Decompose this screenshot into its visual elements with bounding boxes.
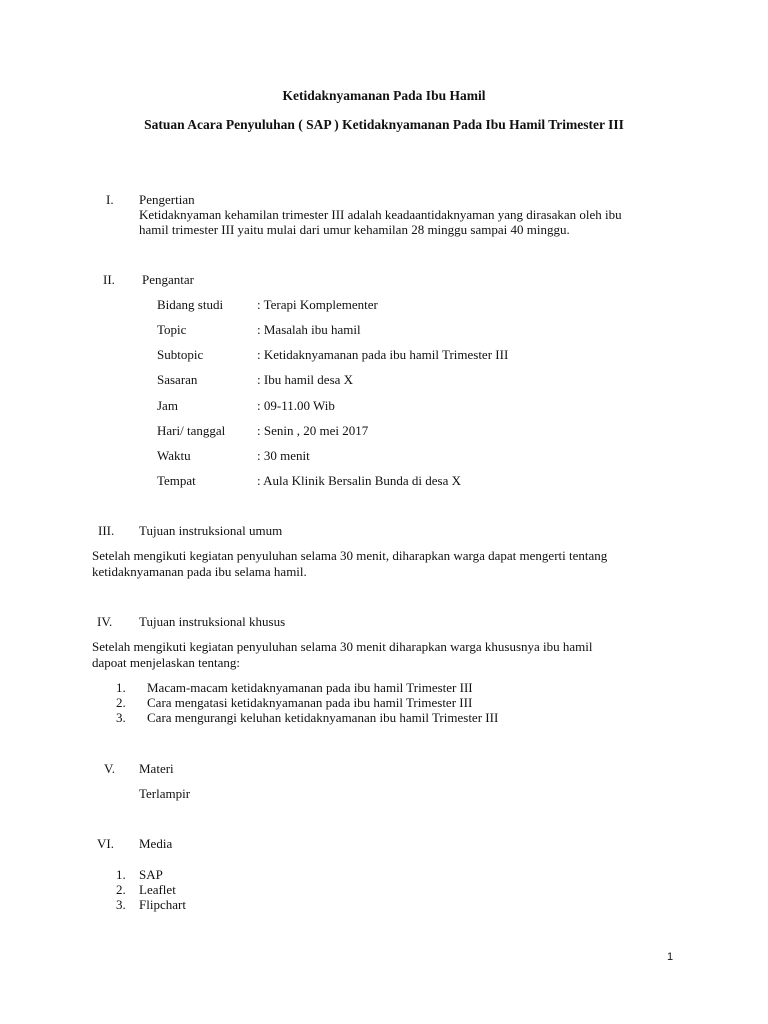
media-item-1-text: SAP xyxy=(139,867,163,882)
section-5-body: Terlampir xyxy=(139,786,191,801)
section-6-numeral: VI. xyxy=(97,836,114,851)
section-1-body-line-1: Ketidaknyaman kehamilan trimester III adalah keadaantidaknyaman yang dirasakan oleh ibu xyxy=(139,207,622,222)
section-3-heading: Tujuan instruksional umum xyxy=(139,523,283,538)
pengantar-value-tempat: : Aula Klinik Bersalin Bunda di desa X xyxy=(257,473,462,488)
khusus-item-2-number: 2. xyxy=(116,695,126,710)
pengantar-value-sasaran: : Ibu hamil desa X xyxy=(257,372,354,387)
section-4-heading: Tujuan instruksional khusus xyxy=(139,614,286,629)
page-number: 1 xyxy=(667,951,674,963)
media-item-3-text: Flipchart xyxy=(139,897,186,912)
khusus-item-3-number: 3. xyxy=(116,710,126,725)
pengantar-label-sasaran: Sasaran xyxy=(157,372,198,387)
section-5-heading: Materi xyxy=(139,761,174,776)
section-4-numeral: IV. xyxy=(97,614,113,629)
section-6-heading: Media xyxy=(139,836,173,851)
section-1-heading: Pengertian xyxy=(139,192,195,207)
pengantar-value-subtopic: : Ketidaknyamanan pada ibu hamil Trimester III xyxy=(257,347,509,362)
khusus-item-3-text: Cara mengurangi keluhan ketidaknyamanan ibu hamil Trimester III xyxy=(147,710,499,725)
khusus-item-1-number: 1. xyxy=(116,680,126,695)
document-title: Ketidaknyamanan Pada Ibu Hamil xyxy=(282,88,486,103)
section-2-numeral: II. xyxy=(103,272,115,287)
section-1-body-line-2: hamil trimester III yaitu mulai dari umur kehamilan 28 minggu sampai 40 minggu. xyxy=(139,222,570,237)
section-4-body-line-1: Setelah mengikuti kegiatan penyuluhan selama 30 menit diharapkan warga khususnya ibu hamil xyxy=(92,639,593,654)
pengantar-label-hari-tanggal: Hari/ tanggal xyxy=(157,423,226,438)
media-item-3-number: 3. xyxy=(116,897,126,912)
section-3-body-line-1: Setelah mengikuti kegiatan penyuluhan selama 30 menit, diharapkan warga dapat mengerti tentang xyxy=(92,548,608,563)
section-4-body-line-2: dapoat menjelaskan tentang: xyxy=(92,655,241,670)
khusus-item-1-text: Macam-macam ketidaknyamanan pada ibu hamil Trimester III xyxy=(147,680,473,695)
pengantar-value-hari-tanggal: : Senin , 20 mei 2017 xyxy=(257,423,369,438)
pengantar-label-bidang-studi: Bidang studi xyxy=(157,297,224,312)
section-1-numeral: I. xyxy=(106,192,114,207)
media-item-2-number: 2. xyxy=(116,882,126,897)
media-item-1-number: 1. xyxy=(116,867,126,882)
pengantar-value-topic: : Masalah ibu hamil xyxy=(257,322,361,337)
pengantar-label-jam: Jam xyxy=(157,398,178,413)
pengantar-value-bidang-studi: : Terapi Komplementer xyxy=(257,297,378,312)
document-subtitle: Satuan Acara Penyuluhan ( SAP ) Ketidaknyamanan Pada Ibu Hamil Trimester III xyxy=(144,117,624,132)
section-3-numeral: III. xyxy=(98,523,115,538)
pengantar-label-tempat: Tempat xyxy=(157,473,196,488)
pengantar-label-waktu: Waktu xyxy=(157,448,191,463)
pengantar-label-subtopic: Subtopic xyxy=(157,347,204,362)
media-item-2-text: Leaflet xyxy=(139,882,176,897)
section-2-heading: Pengantar xyxy=(142,272,194,287)
pengantar-value-jam: : 09-11.00 Wib xyxy=(257,398,335,413)
khusus-item-2-text: Cara mengatasi ketidaknyamanan pada ibu hamil Trimester III xyxy=(147,695,473,710)
section-3-body-line-2: ketidaknyamanan pada ibu selama hamil. xyxy=(92,564,307,579)
pengantar-label-topic: Topic xyxy=(157,322,187,337)
pengantar-value-waktu: : 30 menit xyxy=(257,448,310,463)
section-5-numeral: V. xyxy=(104,761,115,776)
